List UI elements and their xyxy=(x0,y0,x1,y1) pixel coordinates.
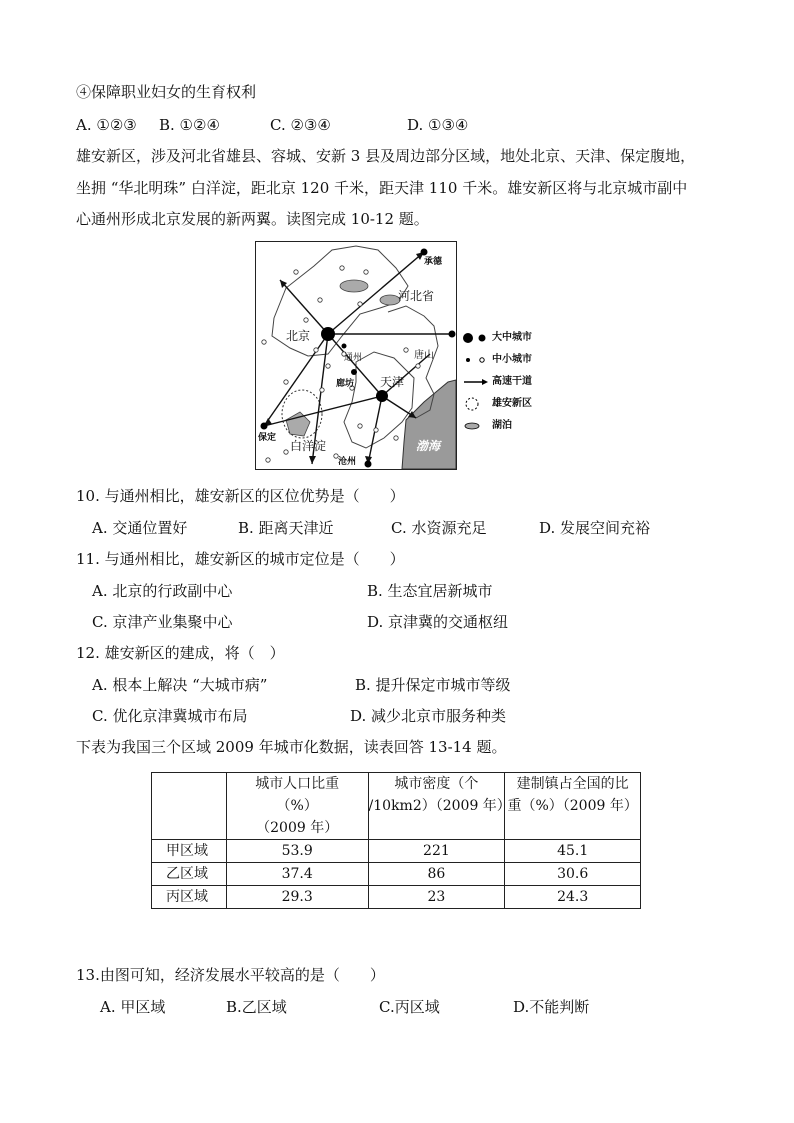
header-urban-population: 城市人口比重 （%） （2009 年） xyxy=(226,773,368,840)
cell-value: 37.4 xyxy=(226,863,368,886)
legend-small-city: 中小城市 xyxy=(462,352,532,374)
q10-option-d: D. 发展空间充裕 xyxy=(539,519,651,537)
label-hebei: 河北省 xyxy=(398,289,435,303)
cell-value: 24.3 xyxy=(505,886,641,909)
q11-stem: 11. 与通州相比，雄安新区的城市定位是（ ） xyxy=(76,550,405,568)
lake xyxy=(380,295,400,305)
options-row-top xyxy=(76,115,468,135)
q13-option-a: A. 甲区域 xyxy=(100,998,166,1016)
q10-options xyxy=(92,518,650,538)
option-d: D. ①③④ xyxy=(407,116,469,134)
intro-line-1: 雄安新区，涉及河北省雄县、容城、安新 3 县及周边部分区域，地处北京、天津、保定腹地， xyxy=(76,147,696,165)
item-4-text: ④保障职业妇女的生育权利 xyxy=(76,83,257,101)
cell-value: 53.9 xyxy=(226,840,368,863)
table-row xyxy=(152,840,641,863)
label-baoding: 保定 xyxy=(258,433,277,443)
map-figure xyxy=(255,241,457,470)
option-a: A. ①②③ xyxy=(76,116,137,134)
intro-line-2: 坐拥 “华北明珠” 白洋淀，距北京 120 千米，距天津 110 千米。雄安新区将与北京城市副中 xyxy=(76,179,688,197)
label-tongzhou: 通州 xyxy=(344,353,363,363)
header-town-share: 建制镇占全国的比 重（%）（2009 年） xyxy=(505,773,641,840)
baoding-marker xyxy=(261,423,268,430)
q10-option-b: B. 距离天津近 xyxy=(238,519,334,537)
cell-value: 30.6 xyxy=(505,863,641,886)
q11-option-c: C. 京津产业集聚中心 xyxy=(92,613,233,631)
arrowhead xyxy=(309,456,316,464)
option-b: B. ①②④ xyxy=(159,116,220,134)
cell-value: 86 xyxy=(368,863,505,886)
q13-options xyxy=(100,997,589,1017)
label-baiyangdian: 白洋淀 xyxy=(290,439,327,453)
cell-value: 221 xyxy=(368,840,505,863)
q12-option-b: B. 提升保定市城市等级 xyxy=(355,676,511,694)
label-langfang: 廊坊 xyxy=(336,379,355,389)
cangzhou-marker xyxy=(365,461,372,468)
beijing-marker xyxy=(321,327,335,341)
lake xyxy=(340,280,368,292)
label-chengde: 承德 xyxy=(424,257,443,267)
q13-option-c: C.丙区域 xyxy=(379,998,440,1016)
q12-option-a: A. 根本上解决 “大城市病” xyxy=(92,676,268,694)
row-label-bing: 丙区域 xyxy=(152,886,227,909)
tangshan-marker xyxy=(449,331,456,338)
header-corner xyxy=(152,773,227,840)
row-label-jia: 甲区域 xyxy=(152,840,227,863)
q12-option-c: C. 优化京津冀城市布局 xyxy=(92,707,248,725)
q13-option-b: B.乙区域 xyxy=(226,998,287,1016)
table-row xyxy=(152,886,641,909)
legend-xiongan: 雄安新区 xyxy=(462,396,532,418)
q13-stem: 13.由图可知，经济发展水平较高的是（ ） xyxy=(76,966,385,984)
q13-option-d: D.不能判断 xyxy=(513,998,590,1016)
q10-stem: 10. 与通州相比，雄安新区的区位优势是（ ） xyxy=(76,487,405,505)
table-row xyxy=(152,863,641,886)
q11-option-a: A. 北京的行政副中心 xyxy=(92,582,233,600)
legend-highway: 高速干道 xyxy=(462,374,532,396)
label-bohai: 渤海 xyxy=(416,439,441,453)
map-svg xyxy=(256,242,456,469)
q12-option-d: D. 减少北京市服务种类 xyxy=(350,707,507,725)
legend-lake: 湖泊 xyxy=(462,418,532,440)
q10-option-c: C. 水资源充足 xyxy=(391,519,487,537)
lake-symbol xyxy=(462,418,490,434)
langfang-marker xyxy=(351,369,357,375)
highway-beijing-northwest xyxy=(280,280,328,334)
tianjin-marker xyxy=(376,390,388,402)
intro-line-3: 心通州形成北京发展的新两翼。读图完成 10-12 题。 xyxy=(76,210,429,228)
label-tangshan: 唐山 xyxy=(414,350,434,361)
bohai-sea xyxy=(402,380,456,469)
row-label-yi: 乙区域 xyxy=(152,863,227,886)
cell-value: 29.3 xyxy=(226,886,368,909)
legend-large-city: 大中城市 xyxy=(462,330,532,352)
q11-option-d: D. 京津冀的交通枢纽 xyxy=(367,613,509,631)
table-intro: 下表为我国三个区域 2009 年城市化数据，读表回答 13-14 题。 xyxy=(76,738,507,756)
map-legend xyxy=(462,330,532,440)
tongzhou-marker xyxy=(342,344,347,349)
cell-value: 45.1 xyxy=(505,840,641,863)
urbanization-table xyxy=(151,772,641,909)
small-city-symbol xyxy=(462,352,490,368)
cell-value: 23 xyxy=(368,886,505,909)
highway-symbol xyxy=(462,374,490,390)
q11-option-b: B. 生态宜居新城市 xyxy=(367,582,493,600)
header-city-density: 城市密度（个 /10km2）（2009 年） xyxy=(368,773,505,840)
xiongan-symbol xyxy=(462,396,490,412)
q12-stem: 12. 雄安新区的建成，将（ ） xyxy=(76,644,285,662)
label-beijing: 北京 xyxy=(286,329,311,343)
table-header-row xyxy=(152,773,641,840)
label-tianjin: 天津 xyxy=(380,375,405,389)
large-city-symbol xyxy=(462,330,490,346)
label-cangzhou: 沧州 xyxy=(338,457,357,467)
q10-option-a: A. 交通位置好 xyxy=(92,519,188,537)
option-c: C. ②③④ xyxy=(270,116,331,134)
chengde-marker xyxy=(421,249,428,256)
